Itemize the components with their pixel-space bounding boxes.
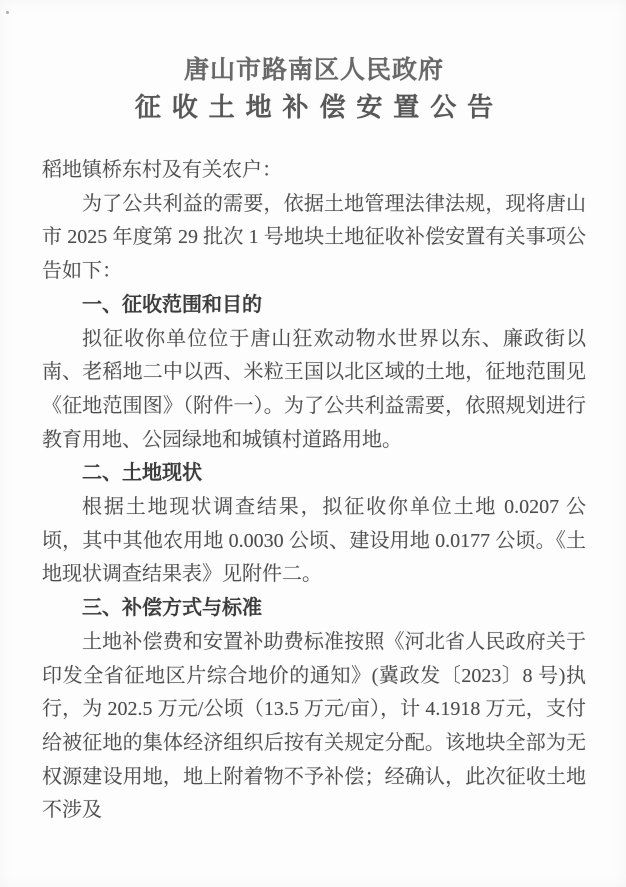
section-1-heading: 一、征收范围和目的 — [82, 293, 262, 316]
document-body — [42, 154, 586, 828]
section-2-paragraph: 根据土地现状调查结果，拟征收你单位土地 0.0207 公顷，其中其他农用地 0.0030 公顷、建设用地 0.0177 公顷。《土地现状调查结果表》见附件二。 — [42, 496, 586, 586]
scan-artifact-speck — [6, 11, 9, 14]
document-subtitle: 征收土地补偿安置公告 — [134, 93, 505, 122]
intro-paragraph: 为了公共利益的需要，依据土地管理法律法规，现将唐山市 2025 年度第 29 批次 1 号地块土地征收补偿安置有关事项公告如下： — [42, 192, 586, 283]
section-3-paragraph: 土地补偿费和安置补助费标准按照《河北省人民政府关于印发全省征地区片综合地价的通知》(冀政发〔2023〕8 号)执行，为 202.5 万元/公顷（13.5 万元/亩），计 4.1918 万元，支付给被征地的集体经济组织后按有关规定分配。该地块全部为无权源建设用地，地上附着物不予补偿；经确认，此次征收土地不涉及 — [42, 630, 586, 822]
document-title: 唐山市路南区人民政府 — [183, 57, 444, 84]
section-2-heading: 二、土地现状 — [82, 462, 202, 485]
section-1-paragraph: 拟征收你单位位于唐山狂欢动物水世界以东、廉政街以南、老稻地二中以西、米粒王国以北区域的土地，征地范围见《征地范围图》（附件一）。为了公共利益需要，依照规划进行教育用地、公园绿地和城镇村道路用地。 — [42, 327, 586, 451]
salutation: 稻地镇桥东村及有关农户： — [42, 159, 282, 181]
section-3-heading: 三、补偿方式与标准 — [82, 597, 262, 620]
